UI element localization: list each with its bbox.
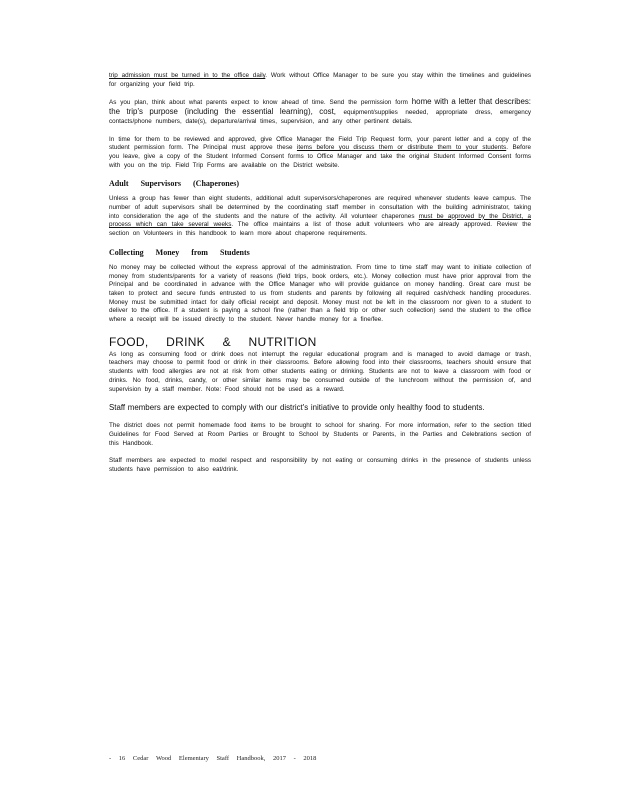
heading-food-drink-nutrition: FOOD, DRINK & NUTRITION (109, 334, 317, 349)
heading-adult-supervisors: Adult Supervisors (Chaperones) (109, 179, 240, 189)
paragraph-text: . Before you leave, give a copy of the Student Informed Consent forms to Office Manager and take the original Student Informed Consent forms with you on the trip. Field Trip Forms are available on the District website. (109, 144, 531, 169)
underlined-text: must be approved by the District, a process which can take several weeks (109, 212, 531, 229)
paragraph-review (109, 136, 531, 171)
paragraph-homemade-food: The district does not permit homemade food items to be brought to school for sharing. For more information, refer to the section titled Guidelines for Food Served at Room Parties or Brought to School by Students or Parents, in the Parties and Celebrations section of this Handbook. (109, 422, 531, 447)
page-body (109, 72, 531, 484)
paragraph-text: . The office maintains a list of those adult volunteers who are already approved. Review the section on Volunteers in this handbook to learn more about chaperone requirements. (109, 221, 531, 238)
paragraph-text: In time for them to be reviewed and approved, give Office Manager the Field Trip Request form, your parent letter and a copy of the student permission form. The Principal must approve these (109, 135, 531, 152)
paragraph-text: Unless a group has fewer than eight students, additional adult supervisors/chaperones are required whenever students leave campus. The number of adult supervisors shall be determined by the coordinating staff member in consultation with the building administrator, taking into consideration the age of the students and the nature of the activity. All volunteer chaperones (109, 195, 531, 220)
paragraph-text: . Work without Office Manager to be sure you stay within the timelines and guidelines for organizing your field trip. (109, 72, 531, 88)
paragraph-chaperones (109, 195, 531, 239)
underlined-text: trip admission must be turned in to the office daily (109, 72, 266, 79)
paragraph-trip-admission (109, 72, 531, 89)
paragraph-healthy-food: Staff members are expected to comply with our district's initiative to provide only healthy food to students. (109, 403, 485, 413)
paragraph-permission-form (109, 98, 531, 126)
underlined-text: items before you discuss them or distribute them to your students (296, 144, 507, 152)
paragraph-money: No money may be collected without the express approval of the administration. From time to time staff may want to initiate collection of money from students/parents for a variety of reasons (field trips, book orders, etc.). Money collection must have prior approval from the Principal and be coordinated in advance with the Office Manager who will provide guidance on money handling. Great care must be taken to protect and secure funds entrusted to us from students and parents by following all required cash/check handling procedures. Money must be submitted intact for daily official receipt and deposit. Money must not be left in the classroom nor given to a student to deliver to the office. If a student is paying a school fine (rather than a field trip or other such collection) send the student to the office where a receipt will be issued directly to the student. Never handle money for a fine/fee. (109, 263, 531, 324)
paragraph-text: equipment/supplies needed, appropriate dress, emergency contacts/phone numbers, date(s), departure/arrival times, supervision, and any other pertinent details. (109, 109, 531, 125)
paragraph-text-large: home with a letter that describes: the trip's purpose (including the essential learning), cost, (109, 97, 531, 117)
page-footer: - 16 Cedar Wood Elementary Staff Handbook, 2017 - 2018 (109, 755, 317, 762)
paragraph-model-respect: Staff members are expected to model respect and responsibility by not eating or consuming drinks in the presence of students unless students have permission to also eat/drink. (109, 457, 531, 474)
paragraph-text: As you plan, think about what parents expect to know ahead of time. Send the permission form (109, 99, 408, 107)
heading-collecting-money: Collecting Money from Students (109, 247, 250, 257)
paragraph-food-classroom: As long as consuming food or drink does not interrupt the regular educational program and is managed to avoid damage or trash, teachers may choose to permit food or drink in their classrooms. Before allowing food into their classrooms, teachers should ensure that students with food allergies are not at risk from other students eating or drinking. Students are not to leave a classroom with food or drinks. No food, drinks, candy, or other similar items may be consumed outside of the lunchroom without the permission of, and supervision by a staff member. Note: Food should not be used as a reward. (109, 350, 531, 393)
